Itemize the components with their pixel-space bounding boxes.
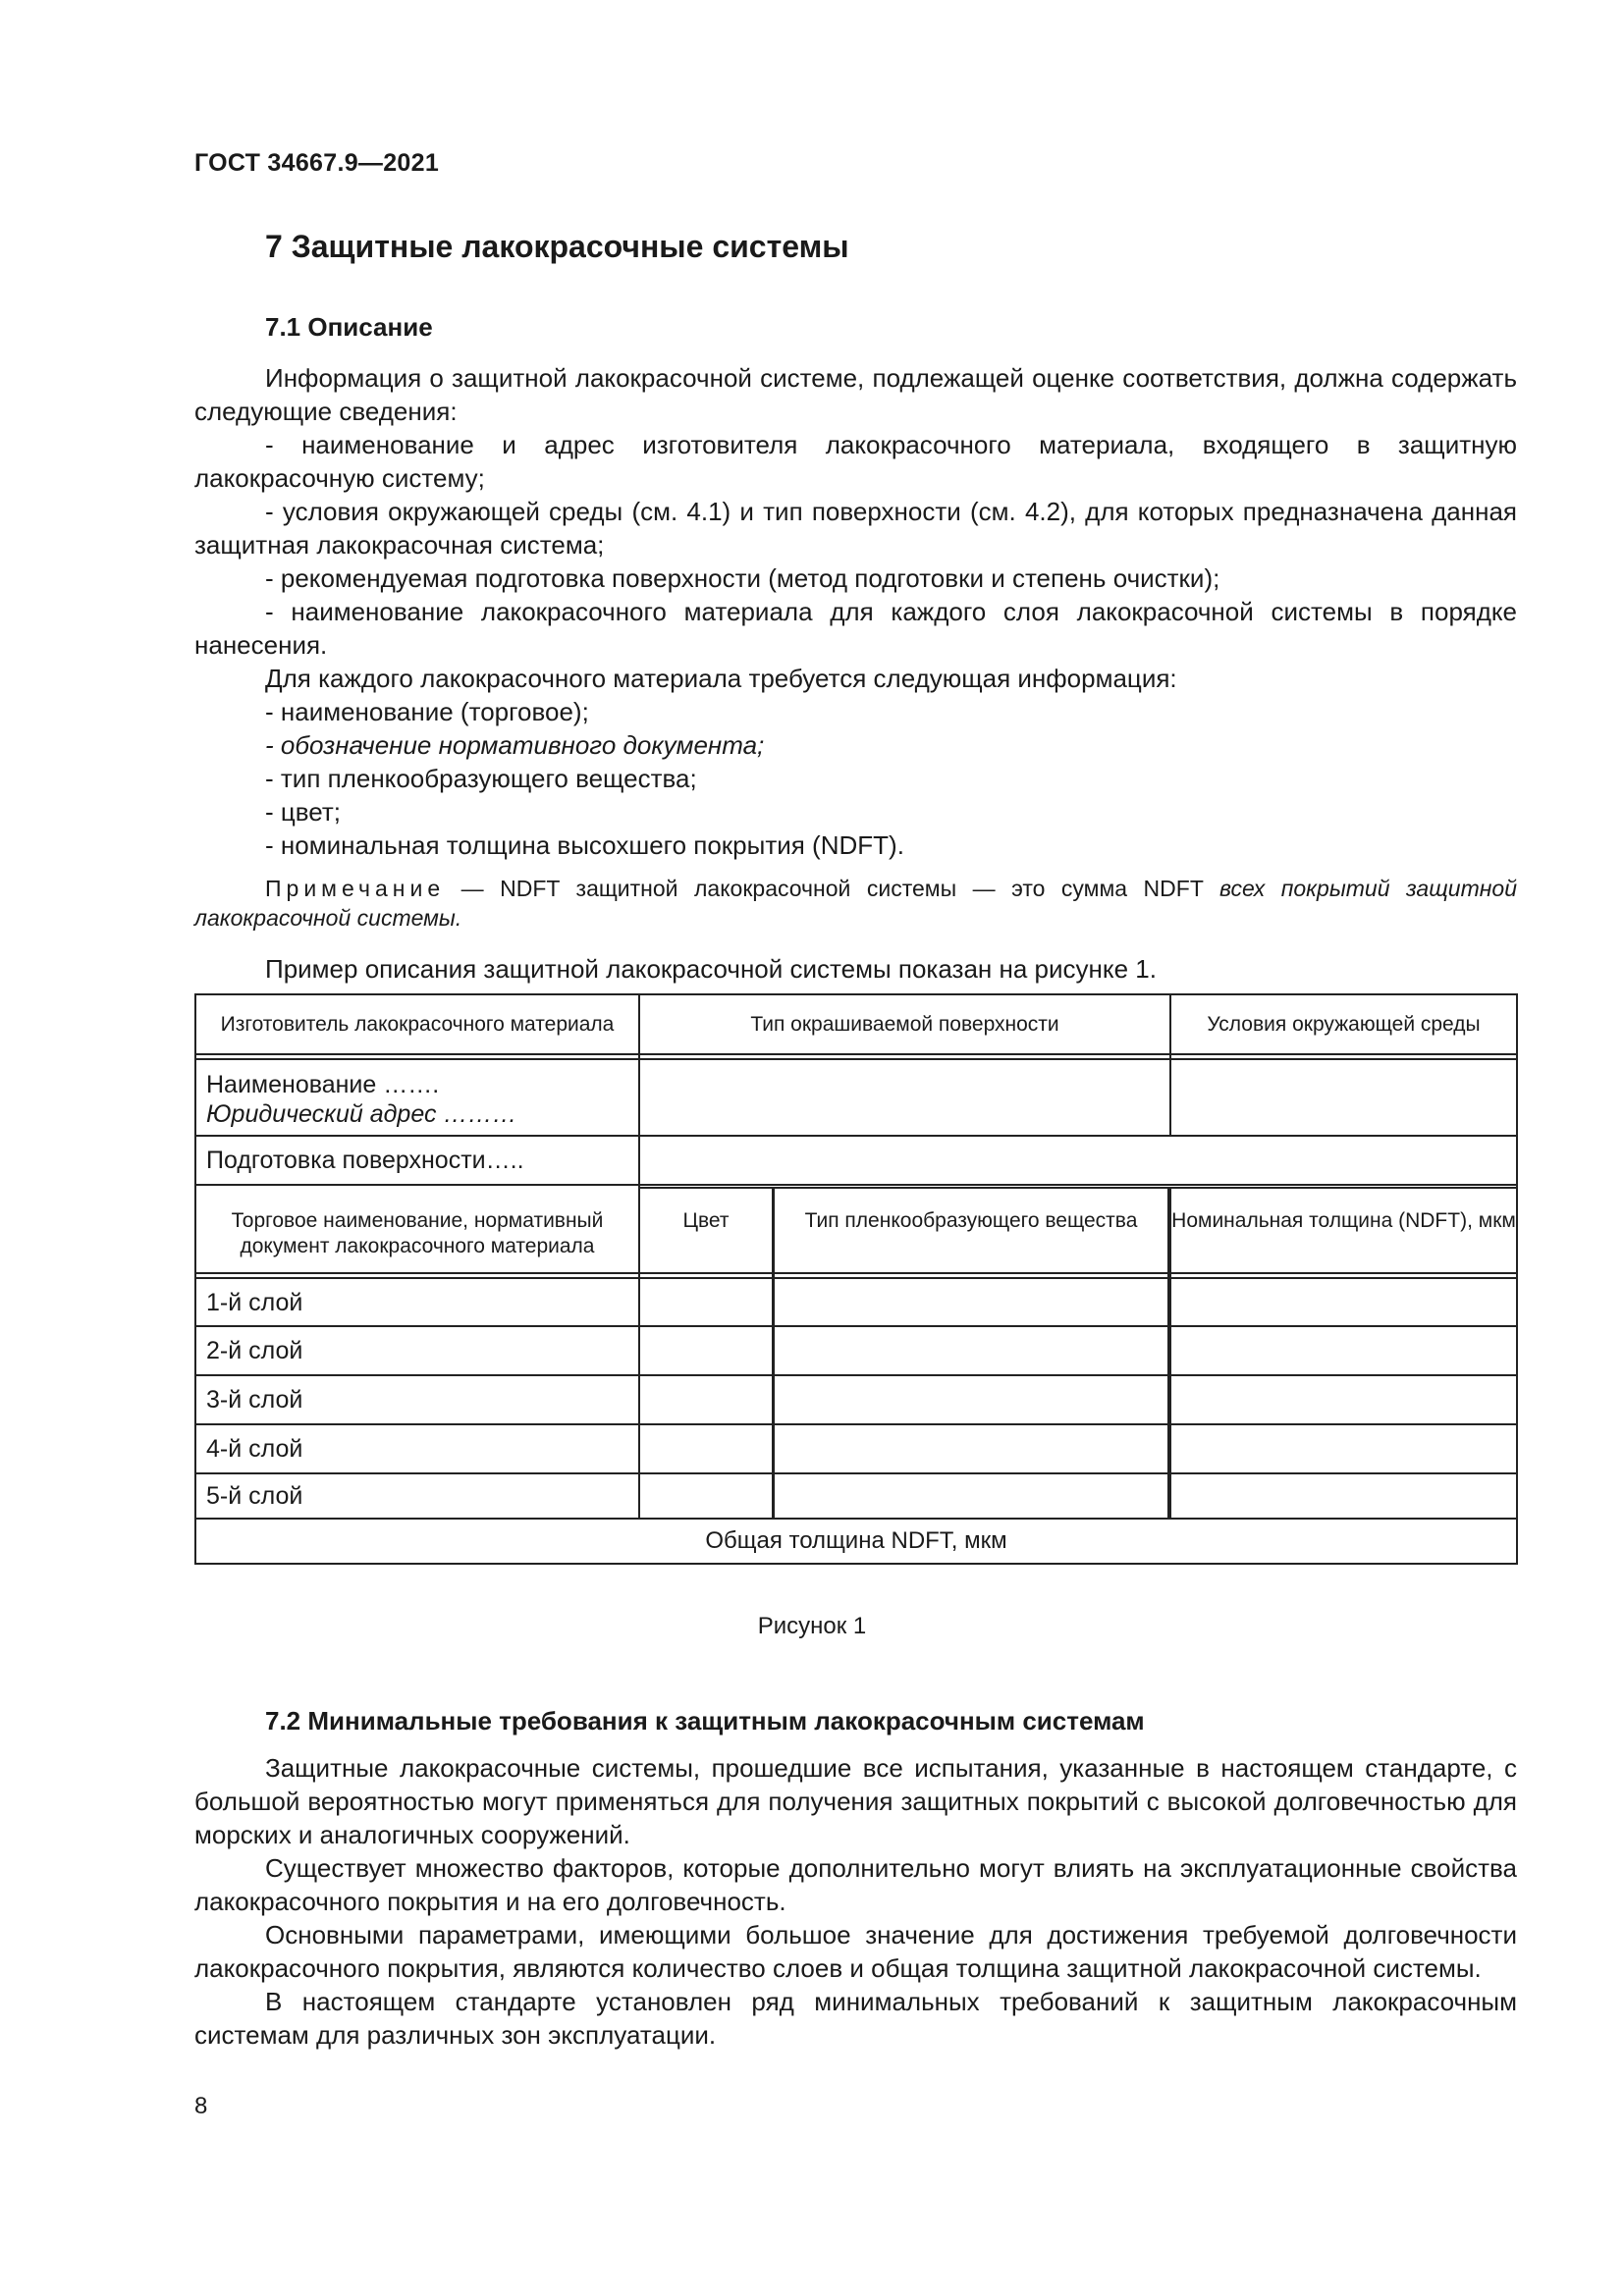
layer-row-label: 4-й слой — [206, 1435, 303, 1463]
paragraph: В настоящем стандарте установлен ряд минимальных требований к защитным лакокрасочным системам для различных зон эксплуатации. — [194, 1987, 1517, 2050]
paragraph: Информация о защитной лакокрасочной системе, подлежащей оценке соответствия, должна содержать следующие сведения: — [194, 363, 1517, 426]
list-item: - тип пленкообразующего вещества; — [265, 764, 697, 793]
list-item: - цвет; — [265, 797, 342, 827]
section-title: 7 Защитные лакокрасочные системы — [265, 229, 849, 264]
paragraph: Пример описания защитной лакокрасочной системы показан на рисунке 1. — [265, 954, 1157, 984]
note-label: Примечание — [265, 876, 446, 901]
surface-preparation: Подготовка поверхности….. — [206, 1147, 524, 1174]
manufacturer-legal-address: Юридический адрес ……… — [206, 1100, 517, 1128]
header-manufacturer: Изготовитель лакокрасочного материала — [220, 1012, 615, 1036]
list-item: - обозначение нормативного документа; — [265, 730, 765, 760]
note — [194, 874, 1517, 933]
figure-1-table — [194, 993, 1518, 1565]
list-item: - наименование и адрес изготовителя лакокрасочного материала, входящего в защитную лакокрасочную систему; — [194, 430, 1517, 493]
paragraph: Основными параметрами, имеющими большое значение для достижения требуемой долговечности лакокрасочного покрытия, являются количество слоев и общая толщина защитной лакокрасочной системы. — [194, 1920, 1517, 1983]
list-item: - рекомендуемая подготовка поверхности (метод подготовки и степень очистки); — [265, 563, 1220, 593]
paragraph: Для каждого лакокрасочного материала требуется следующая информация: — [265, 664, 1177, 693]
subsection-7-1-body — [194, 361, 1517, 986]
note-italic: всех покрытий защитной лакокрасочной системы. — [194, 876, 1517, 931]
list-item: - номинальная толщина высохшего покрытия (NDFT). — [265, 830, 904, 860]
subsection-7-2-body — [194, 1751, 1517, 2052]
header-environment: Условия окружающей среды — [1207, 1012, 1481, 1036]
layer-row-label: 5-й слой — [206, 1482, 303, 1510]
list-item: - наименование лакокрасочного материала для каждого слоя лакокрасочной системы в порядке нанесения. — [194, 597, 1517, 660]
layer-row-label: 3-й слой — [206, 1386, 303, 1414]
col-binder-type: Тип пленкообразующего вещества — [804, 1209, 1138, 1232]
list-item: - условия окружающей среды (см. 4.1) и тип поверхности (см. 4.2), для которых предназначена данная защитная лакокрасочная система; — [194, 497, 1517, 560]
col-trade-name: Торговое наименование, нормативный документ лакокрасочного материала — [231, 1209, 604, 1257]
paragraph: Существует множество факторов, которые дополнительно могут влиять на эксплуатационные свойства лакокрасочного покрытия и на его долговечность. — [194, 1853, 1517, 1916]
subsection-7-2-title: 7.2 Минимальные требования к защитным лакокрасочным системам — [265, 1706, 1145, 1735]
figure-caption: Рисунок 1 — [757, 1613, 867, 1639]
subsection-7-1-title: 7.1 Описание — [265, 312, 433, 342]
page-number: 8 — [194, 2093, 208, 2119]
header-surface-type: Тип окрашиваемой поверхности — [750, 1012, 1059, 1036]
list-item: - наименование (торговое); — [265, 697, 589, 726]
col-color: Цвет — [682, 1209, 730, 1232]
layer-row-label: 2-й слой — [206, 1337, 303, 1364]
total-ndft: Общая толщина NDFT, мкм — [705, 1527, 1007, 1554]
layer-row-label: 1-й слой — [206, 1288, 303, 1316]
document-code: ГОСТ 34667.9—2021 — [194, 149, 440, 177]
manufacturer-name: Наименование ……. — [206, 1071, 440, 1098]
paragraph: Защитные лакокрасочные системы, прошедшие все испытания, указанные в настоящем стандарте, с большой вероятностью могут применяться для получения защитных покрытий с высокой долговечностью для морских и аналогичных сооружений. — [194, 1753, 1517, 1849]
col-ndft: Номинальная толщина (NDFT), мкм — [1171, 1209, 1516, 1232]
manufacturer-info — [206, 1070, 628, 1129]
note-text: — NDFT защитной лакокрасочной системы — это сумма NDFT — [445, 876, 1219, 901]
